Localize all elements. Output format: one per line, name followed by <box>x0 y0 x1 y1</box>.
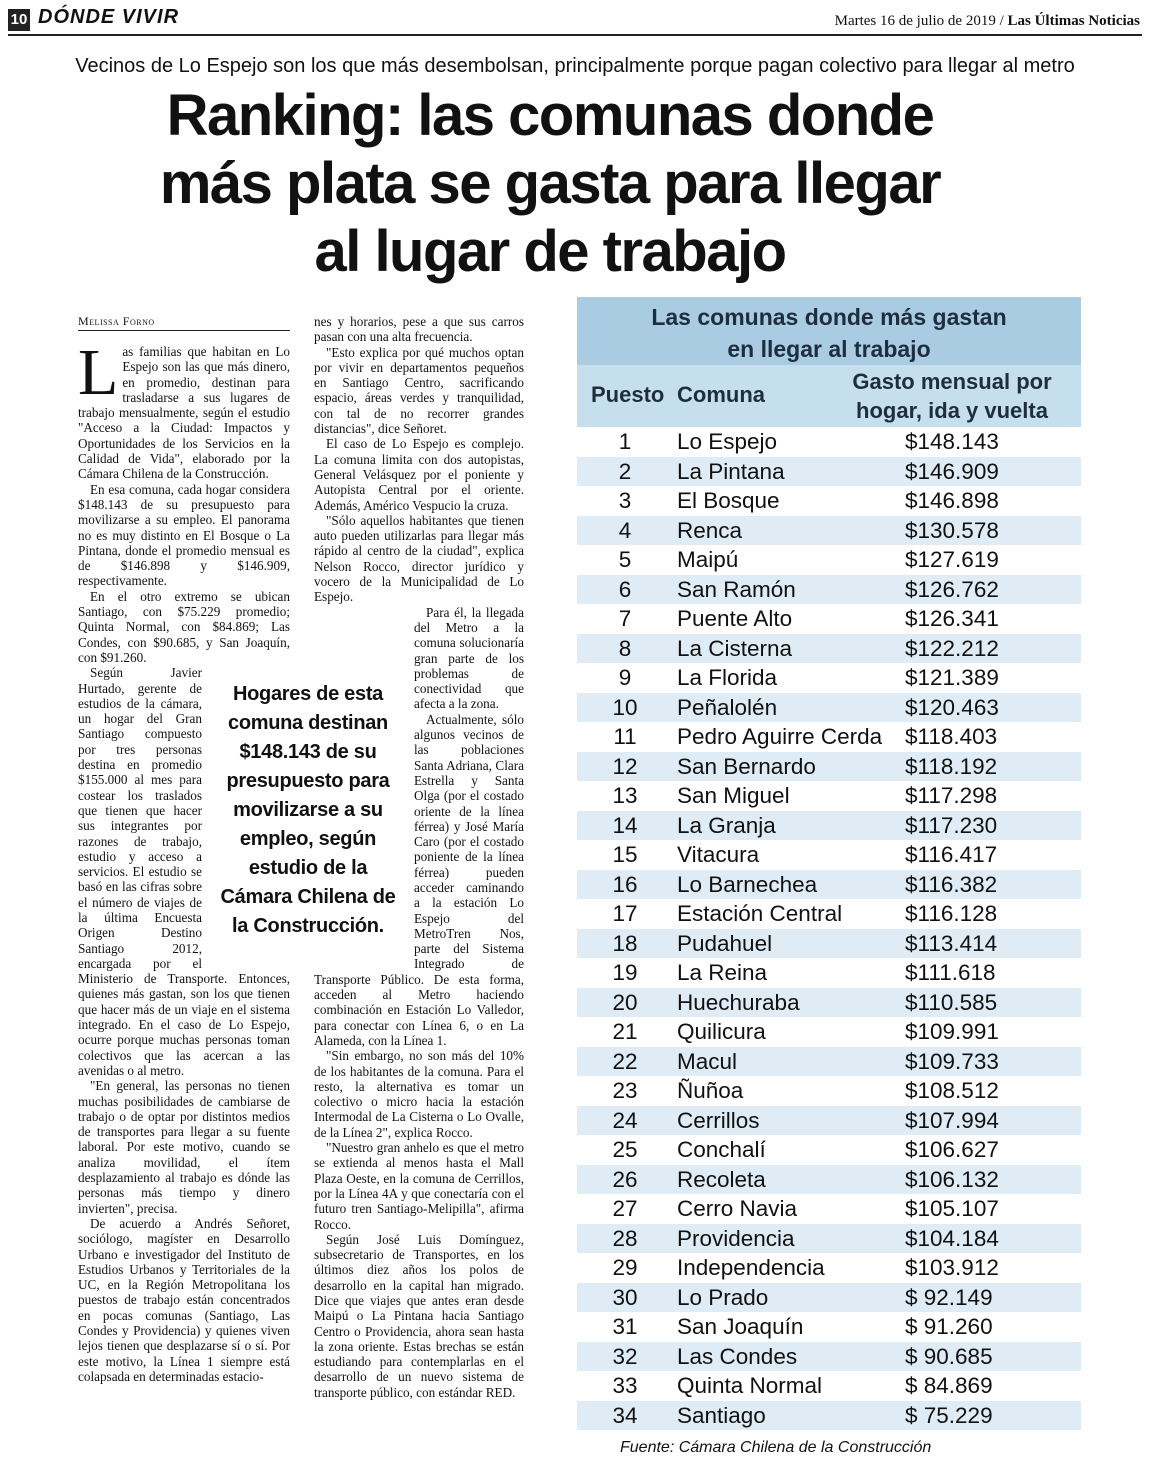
comuna-cell: Providencia <box>677 1225 795 1251</box>
gasto-cell: $108.512 <box>905 1078 999 1103</box>
section-title: DÓNDE VIVIR <box>38 6 180 28</box>
table-row <box>577 457 1081 487</box>
gasto-cell: $ 92.149 <box>905 1284 993 1310</box>
comuna-cell: Lo Barnechea <box>677 871 818 897</box>
rank-cell: 26 <box>612 1166 638 1192</box>
headline-line-3: al lugar de trabajo <box>314 219 786 284</box>
comuna-cell: La Pintana <box>677 458 785 484</box>
paragraph: Según José Luis Domínguez, subsecretario de Transportes, en los últimos diez años los polos de desarrollo en la capital han migrado. Dice que viajes que antes eran desde Maipú o La Pintana hacia Santiago Centro o Providencia, ahora sean hasta la zona oriente. Estas brechas se están estudiando para contemplarlas en el desarrollo de un nuevo sistema de transporte público, con estándar RED. <box>314 1231 524 1400</box>
table-row <box>577 486 1081 516</box>
comuna-cell: San Joaquín <box>677 1314 804 1339</box>
table-row <box>577 988 1081 1018</box>
gasto-cell: $110.585 <box>905 989 998 1015</box>
comuna-cell: La Granja <box>677 812 776 838</box>
comuna-cell: Macul <box>677 1048 738 1074</box>
table-row <box>577 722 1081 752</box>
gasto-cell: $127.619 <box>905 547 999 572</box>
table-row <box>577 1401 1081 1431</box>
paragraph: Actualmente, sólo algunos vecinos de las poblaciones Santa Adriana, Clara Estrella y Santa Olga (por el costado oriente de la línea férrea) y José María Caro (por el costado poniente de la línea férrea) pueden acceder caminando a la estación Lo Espejo del MetroTren Nos, parte del Sistema Integrado de Transporte Público. De esta forma, acceden al Metro haciendo combinación en Estación Lo Valledor, para conectar con Línea 6, o en La Alameda, con la Línea 1. <box>314 711 524 1048</box>
gasto-cell: $126.762 <box>905 576 999 602</box>
gasto-cell: $116.128 <box>905 901 998 926</box>
rank-cell: 25 <box>612 1137 638 1162</box>
paragraph: De acuerdo a Andrés Señoret, sociólogo, magíster en Desarrollo Urbano e investigador del Instituto de Estudios Urbanos y Territoriales de la UC, en la Región Metropolitana los puestos de trabajo están concentrados en pocas comunas (Santiago, Las Condes y Providencia) y quienes viven lejos tienen que desplazarse sí o sí. Por este motivo, la Línea 1 siempre está colapsada en determinadas estacio- <box>78 1215 290 1384</box>
paragraph: "Sin embargo, no son más del 10% de los habitantes de la comuna. Para el resto, la alternativa es tomar un colectivo o micro hacia la estación Intermodal de La Cisterna o Lo Ovalle, de la Línea 2", explica Rocco. <box>314 1048 524 1140</box>
rank-cell: 19 <box>612 960 638 985</box>
paragraph: nes y horarios, pese a que sus carros pasan con una alta frecuencia. <box>314 314 524 345</box>
comuna-cell: Maipú <box>677 547 739 572</box>
gasto-cell: $116.417 <box>905 842 998 867</box>
paragraph: Para él, la llegada del Metro a la comuna solucionaría gran parte de los problemas de conectividad que afecta a la zona. <box>414 604 524 712</box>
rank-cell: 9 <box>618 665 632 690</box>
gasto-cell: $ 75.229 <box>905 1402 993 1428</box>
comuna-cell: San Miguel <box>677 783 790 808</box>
rank-cell: 17 <box>612 901 638 926</box>
comuna-cell: Huechuraba <box>677 989 800 1015</box>
headline <box>0 82 1100 286</box>
comuna-cell: San Ramón <box>677 576 796 602</box>
gasto-cell: $118.403 <box>905 724 998 749</box>
paragraph: En el otro extremo se ubican Santiago, con $75.229 promedio; Quinta Normal, con $84.869; Las Condes, con $90.685, y San Joaquín, con $91.260. <box>78 588 290 665</box>
table-row <box>577 575 1081 605</box>
comuna-cell: Estación Central <box>677 901 843 926</box>
column-header-gasto <box>827 367 1077 425</box>
gasto-cell: $113.414 <box>905 930 998 956</box>
rank-cell: 11 <box>613 724 637 749</box>
rank-cell: 24 <box>612 1107 638 1133</box>
comuna-cell: San Bernardo <box>677 753 816 779</box>
paragraph: "Sólo aquellos habitantes que tienen auto pueden utilizarlas para llegar más rápido al centro de la ciudad", explica Nelson Rocco, director jurídico y vocero de la Municipalidad de Lo Espejo. <box>314 512 524 605</box>
table-row <box>577 1047 1081 1077</box>
comuna-cell: La Reina <box>677 960 768 985</box>
comuna-cell: La Florida <box>677 665 778 690</box>
drop-cap: L <box>78 336 119 409</box>
rank-cell: 8 <box>618 635 632 661</box>
gasto-cell: $148.143 <box>905 429 999 454</box>
gasto-cell: $ 90.685 <box>905 1343 993 1369</box>
table-row <box>577 1106 1081 1136</box>
rank-cell: 18 <box>612 930 638 956</box>
comuna-cell: Las Condes <box>677 1343 798 1369</box>
column-header-gasto-line-1: Gasto mensual por <box>852 369 1052 394</box>
rank-cell: 14 <box>612 812 638 838</box>
gasto-cell: $146.898 <box>905 488 999 513</box>
gasto-cell: $106.132 <box>905 1166 999 1192</box>
rank-cell: 29 <box>612 1255 638 1280</box>
paragraph: El caso de Lo Espejo es complejo. La comuna limita con dos autopistas, General Velásquez por el poniente y Autopista Central por el oriente. Además, Américo Vespucio la cruza. <box>314 436 524 513</box>
comuna-cell: Conchalí <box>677 1137 766 1162</box>
comuna-cell: Cerrillos <box>677 1107 760 1133</box>
rank-cell: 15 <box>612 842 638 867</box>
gasto-cell: $121.389 <box>905 665 999 690</box>
table-row <box>577 781 1081 811</box>
comuna-cell: Pedro Aguirre Cerda <box>677 724 883 749</box>
issue-date: Martes 16 de julio de 2019 / <box>834 13 1004 29</box>
table-row <box>577 840 1081 870</box>
table-row <box>577 545 1081 575</box>
table-row <box>577 811 1081 841</box>
table-row <box>577 1342 1081 1372</box>
gasto-cell: $126.341 <box>905 606 999 631</box>
rank-cell: 34 <box>612 1402 638 1428</box>
table-header-row <box>577 365 1081 427</box>
ranking-table <box>577 297 1081 1430</box>
table-row <box>577 1312 1081 1342</box>
dateline <box>835 13 1140 30</box>
table-row <box>577 1253 1081 1283</box>
table-row <box>577 1076 1081 1106</box>
rank-cell: 28 <box>612 1225 638 1251</box>
gasto-cell: $130.578 <box>905 517 999 543</box>
paragraph: En esa comuna, cada hogar considera $148.143 de su presupuesto para movilizarse a su empleo. El panorama no es muy distinto en El Bosque o La Pintana, donde el promedio mensual es de $146.898 y $146.909, respectivamente. <box>78 481 290 589</box>
comuna-cell: Puente Alto <box>677 606 793 631</box>
gasto-cell: $146.909 <box>905 458 999 484</box>
gasto-cell: $117.298 <box>905 783 998 808</box>
gasto-cell: $109.991 <box>905 1019 999 1044</box>
rank-cell: 10 <box>612 694 638 720</box>
rank-cell: 1 <box>618 429 632 454</box>
table-title-line-2: en llegar al trabajo <box>727 336 931 362</box>
paragraph: "Nuestro gran anhelo es que el metro se extienda al menos hasta el Mall Plaza Oeste, en la comuna de Cerrillos, por la Línea 4A y que conectaría con el futuro tren Santiago-Melipilla", afirma Rocco. <box>314 1140 524 1232</box>
headline-line-2: más plata se gasta para llegar <box>159 151 941 216</box>
paragraph: as familias que habitan en Lo Espejo son las que más dinero, en promedio, destinan para trasladarse a sus lugares de trabajo mensualmente, según el estudio "Acceso a la Ciudad: Impactos y Oportunidades de los Servicios en la Calidad de Vida", elaborado por la Cámara Chilena de la Construcción. <box>78 344 290 482</box>
rank-cell: 16 <box>612 871 638 897</box>
rank-cell: 23 <box>612 1078 638 1103</box>
rank-cell: 30 <box>612 1284 638 1310</box>
rank-cell: 20 <box>612 989 638 1015</box>
table-row <box>577 604 1081 634</box>
table-body <box>577 427 1081 1430</box>
rank-cell: 13 <box>612 783 638 808</box>
rank-cell: 21 <box>612 1019 638 1044</box>
column-header-gasto-line-2: hogar, ida y vuelta <box>856 398 1048 423</box>
byline-rule <box>78 330 290 331</box>
gasto-cell: $109.733 <box>905 1048 999 1074</box>
table-row <box>577 1194 1081 1224</box>
gasto-cell: $107.994 <box>905 1107 999 1133</box>
gasto-cell: $103.912 <box>905 1255 999 1280</box>
rank-cell: 7 <box>618 606 632 631</box>
comuna-cell: El Bosque <box>677 488 780 513</box>
comuna-cell: Ñuñoa <box>677 1078 744 1103</box>
rank-cell: 31 <box>612 1314 638 1339</box>
comuna-cell: Cerro Navia <box>677 1196 798 1221</box>
table-row <box>577 899 1081 929</box>
rank-cell: 3 <box>618 488 632 513</box>
table-row <box>577 1283 1081 1313</box>
comuna-cell: Quinta Normal <box>677 1373 823 1398</box>
rank-cell: 27 <box>612 1196 638 1221</box>
comuna-cell: Pudahuel <box>677 930 773 956</box>
gasto-cell: $118.192 <box>905 753 998 779</box>
table-row <box>577 1017 1081 1047</box>
comuna-cell: Peñalolén <box>677 694 778 720</box>
gasto-cell: $116.382 <box>905 871 998 897</box>
rank-cell: 22 <box>612 1048 638 1074</box>
gasto-cell: $120.463 <box>905 694 999 720</box>
gasto-cell: $105.107 <box>905 1196 999 1221</box>
table-row <box>577 1165 1081 1195</box>
gasto-cell: $ 91.260 <box>905 1314 993 1339</box>
rank-cell: 4 <box>618 517 632 543</box>
rank-cell: 33 <box>612 1373 638 1398</box>
gasto-cell: $104.184 <box>905 1225 999 1251</box>
table-row <box>577 958 1081 988</box>
rank-cell: 6 <box>618 576 632 602</box>
table-row <box>577 693 1081 723</box>
paragraph: Según Javier Hurtado, gerente de estudios de la cámara, un hogar del Gran Santiago compuesto por tres personas destina en promedio $155.000 al mes para costear los traslados que tienen que hacer sus integrantes por razones de trabajo, estudio y acceso a servicios. El estudio se basó en las cifras sobre el número de viajes de la última Encuesta Origen Destino Santiago 2012, encargada por el Ministerio de Transporte. Entonces, quienes más gastan, son los que tienen que hacer más de un viaje en el sistema integrado. En el caso de Lo Espejo, ocurre porque muchas personas toman colectivos que las acercan a las avenidas o al metro. <box>78 665 290 1078</box>
comuna-cell: Renca <box>677 517 743 543</box>
table-title-line-1: Las comunas donde más gastan <box>651 304 1007 330</box>
comuna-cell: Santiago <box>677 1402 766 1428</box>
column-header-comuna: Comuna <box>677 382 765 407</box>
paragraph: "En general, las personas no tienen muchas posibilidades de cambiarse de trabajo o de optar por distintos medios de transportes para llegar a su fuente laboral. Por este motivo, cuando se analiza movilidad, el ítem desplazamiento al trabajo es dónde las personas más tiempo y dinero invierten", precisa. <box>78 1078 290 1216</box>
table-row <box>577 752 1081 782</box>
table-title <box>577 297 1081 365</box>
rank-cell: 12 <box>612 753 638 779</box>
table-row <box>577 1224 1081 1254</box>
table-row <box>577 929 1081 959</box>
paragraph: "Esto explica por qué muchos optan por vivir en departamentos pequeños en Santiago Centro, sacrificando espacio, áreas verdes y tranquilidad, con tal de no recorrer grandes distancias", dice Señoret. <box>314 344 524 437</box>
kicker: Vecinos de Lo Espejo son los que más desembolsan, principalmente porque pagan colectivo para llegar al metro <box>75 55 1075 77</box>
comuna-cell: Vitacura <box>677 842 760 867</box>
table-row <box>577 870 1081 900</box>
table-row <box>577 516 1081 546</box>
rank-cell: 2 <box>618 458 632 484</box>
comuna-cell: Independencia <box>677 1255 825 1280</box>
table-row <box>577 663 1081 693</box>
comuna-cell: La Cisterna <box>677 635 793 661</box>
gasto-cell: $117.230 <box>905 812 998 838</box>
gasto-cell: $106.627 <box>905 1137 999 1162</box>
table-source: Fuente: Cámara Chilena de la Construcción <box>620 1439 932 1456</box>
table-row <box>577 1135 1081 1165</box>
comuna-cell: Quilicura <box>677 1019 766 1044</box>
table-row <box>577 1371 1081 1401</box>
newspaper-name: Las Últimas Noticias <box>1007 13 1140 29</box>
rank-cell: 32 <box>612 1343 638 1369</box>
gasto-cell: $111.618 <box>905 960 996 985</box>
table-row <box>577 634 1081 664</box>
comuna-cell: Recoleta <box>677 1166 766 1192</box>
rank-cell: 5 <box>618 547 632 572</box>
headline-line-1: Ranking: las comunas donde <box>166 83 934 148</box>
byline: Melissa Forno <box>78 314 155 328</box>
column-header-rank: Puesto <box>591 382 665 407</box>
comuna-cell: Lo Prado <box>677 1284 769 1310</box>
pull-quote: Hogares de esta comuna destinan $148.143 de su presupuesto para movilizarse a su empleo, según estudio de la Cámara Chilena de la Construcción. <box>214 676 402 945</box>
gasto-cell: $ 84.869 <box>905 1373 993 1398</box>
table-row <box>577 427 1081 457</box>
page-number: 10 <box>8 9 30 31</box>
masthead-rule <box>8 34 1142 36</box>
gasto-cell: $122.212 <box>905 635 999 661</box>
comuna-cell: Lo Espejo <box>677 429 778 454</box>
